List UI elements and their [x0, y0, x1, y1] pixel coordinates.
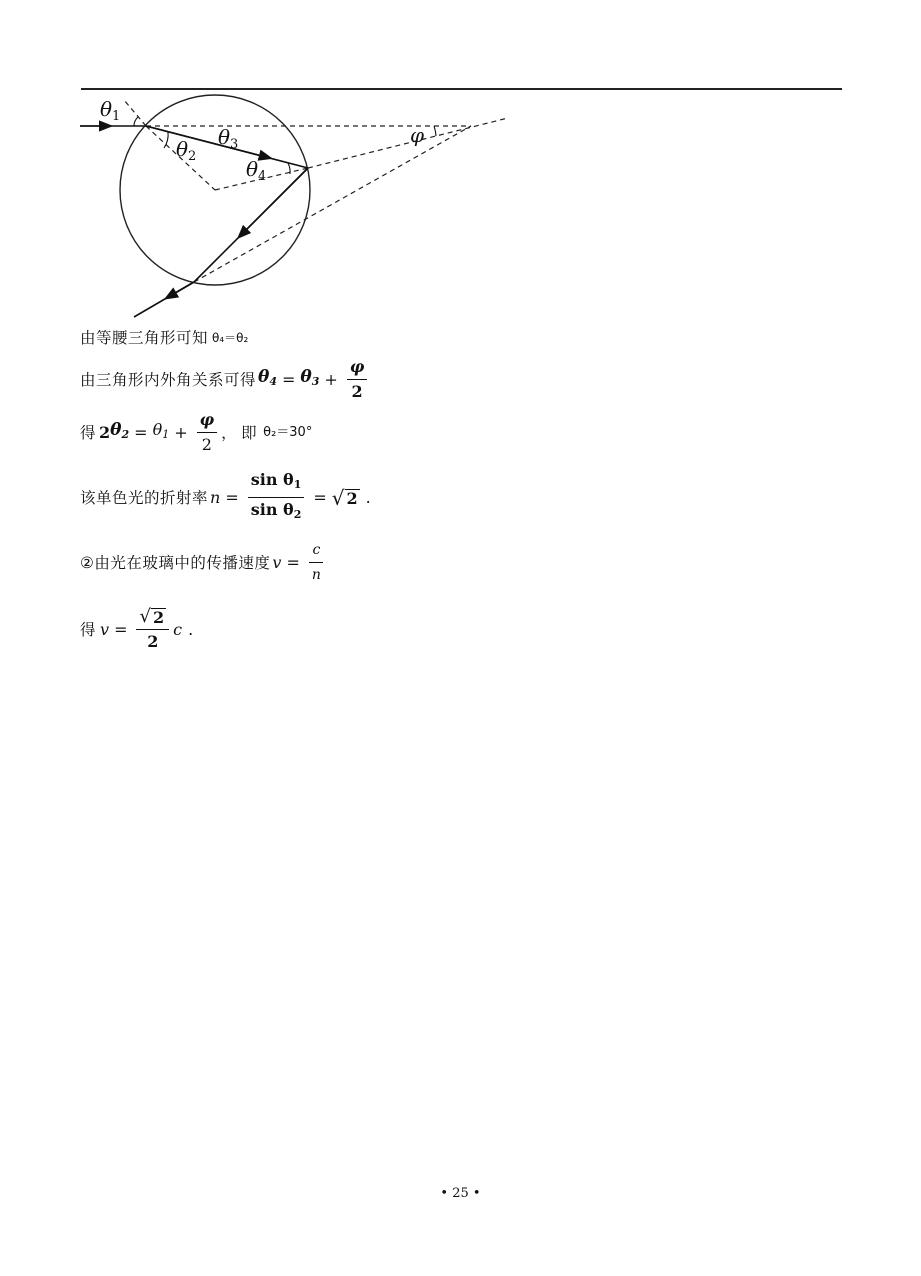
- line6-prefix: 得: [80, 620, 97, 639]
- exit-arrow: [170, 282, 194, 296]
- label-phi: φ: [410, 123, 425, 147]
- line5-eq: =: [286, 552, 300, 572]
- line3-lhs: $\theta_2$: [110, 420, 130, 441]
- line4-end: .: [365, 487, 371, 507]
- solution-line-6: [80, 607, 193, 652]
- line4-sqrt-arg: 2: [346, 488, 358, 508]
- line2-fraction: [347, 357, 367, 402]
- line6-var: v: [100, 619, 110, 639]
- label-theta2: $\theta_2$: [176, 137, 197, 164]
- line3-fraction: [197, 410, 217, 455]
- line3-note: 即: [241, 423, 258, 442]
- line1-formula: θ₄＝θ₂: [212, 331, 249, 345]
- label-theta3: $\theta_3$: [218, 125, 239, 152]
- line4-eq: =: [225, 487, 239, 507]
- line3-eq: =: [134, 422, 148, 442]
- line2-eq: =: [282, 369, 296, 389]
- solution-line-1: [80, 328, 248, 348]
- line5-den: n: [311, 567, 321, 583]
- line4-text: 该单色光的折射率: [80, 488, 209, 507]
- line2-text: 由三角形内外角关系可得: [80, 370, 257, 389]
- line3-den: 2: [201, 435, 212, 454]
- solution-line-3: [80, 410, 312, 455]
- line2-plus: +: [324, 369, 338, 389]
- line3-num: φ: [197, 410, 217, 433]
- line4-den: $\sin \theta_2$: [250, 500, 302, 521]
- line6-den: 2: [147, 632, 159, 651]
- line4-var: n: [210, 487, 221, 507]
- line6-num: [136, 607, 169, 630]
- line5-var: v: [272, 552, 282, 572]
- solution-line-2: [80, 357, 371, 402]
- solution-line-5: [80, 540, 328, 585]
- line2-num: φ: [347, 357, 367, 380]
- refraction-diagram: [76, 92, 516, 328]
- page-number: • 25 •: [440, 1186, 481, 1201]
- line6-c: c: [173, 619, 183, 639]
- header-rule: [81, 88, 842, 90]
- line6-end: .: [188, 619, 194, 639]
- line3-prefix: 得: [80, 423, 97, 442]
- line6-sqrt-arg: 2: [152, 608, 165, 627]
- line2-den: 2: [351, 382, 363, 401]
- radical-sign: √: [331, 485, 345, 510]
- line2-rhs: $\theta_3$: [300, 367, 320, 388]
- line3-result: θ₂＝30°: [263, 424, 313, 440]
- line4-fraction: [248, 470, 305, 525]
- line3-plus: +: [174, 422, 188, 442]
- line5-text: ②由光在玻璃中的传播速度: [80, 553, 271, 572]
- line4-num: $\sin \theta_1$: [248, 470, 305, 498]
- line5-fraction: [309, 540, 324, 585]
- line3-rhs: $\theta_1$: [152, 420, 170, 441]
- line3-coef: 2: [99, 422, 111, 442]
- radical-sign: √: [139, 606, 151, 627]
- label-theta4: $\theta_4$: [246, 157, 267, 184]
- line2-lhs: $\theta_4$: [258, 367, 278, 388]
- line6-eq: =: [114, 619, 128, 639]
- line6-sqrt: [139, 607, 166, 627]
- line1-text: 由等腰三角形可知: [80, 329, 209, 347]
- line6-fraction: [136, 607, 169, 652]
- line4-eq2: =: [313, 487, 327, 507]
- line3-sep: ，: [221, 423, 238, 442]
- solution-line-4: [80, 470, 371, 525]
- label-theta1: $\theta_1$: [100, 97, 121, 124]
- line4-sqrt: [331, 485, 360, 510]
- refracted-arrow: [146, 126, 266, 157]
- line5-num: c: [309, 540, 323, 563]
